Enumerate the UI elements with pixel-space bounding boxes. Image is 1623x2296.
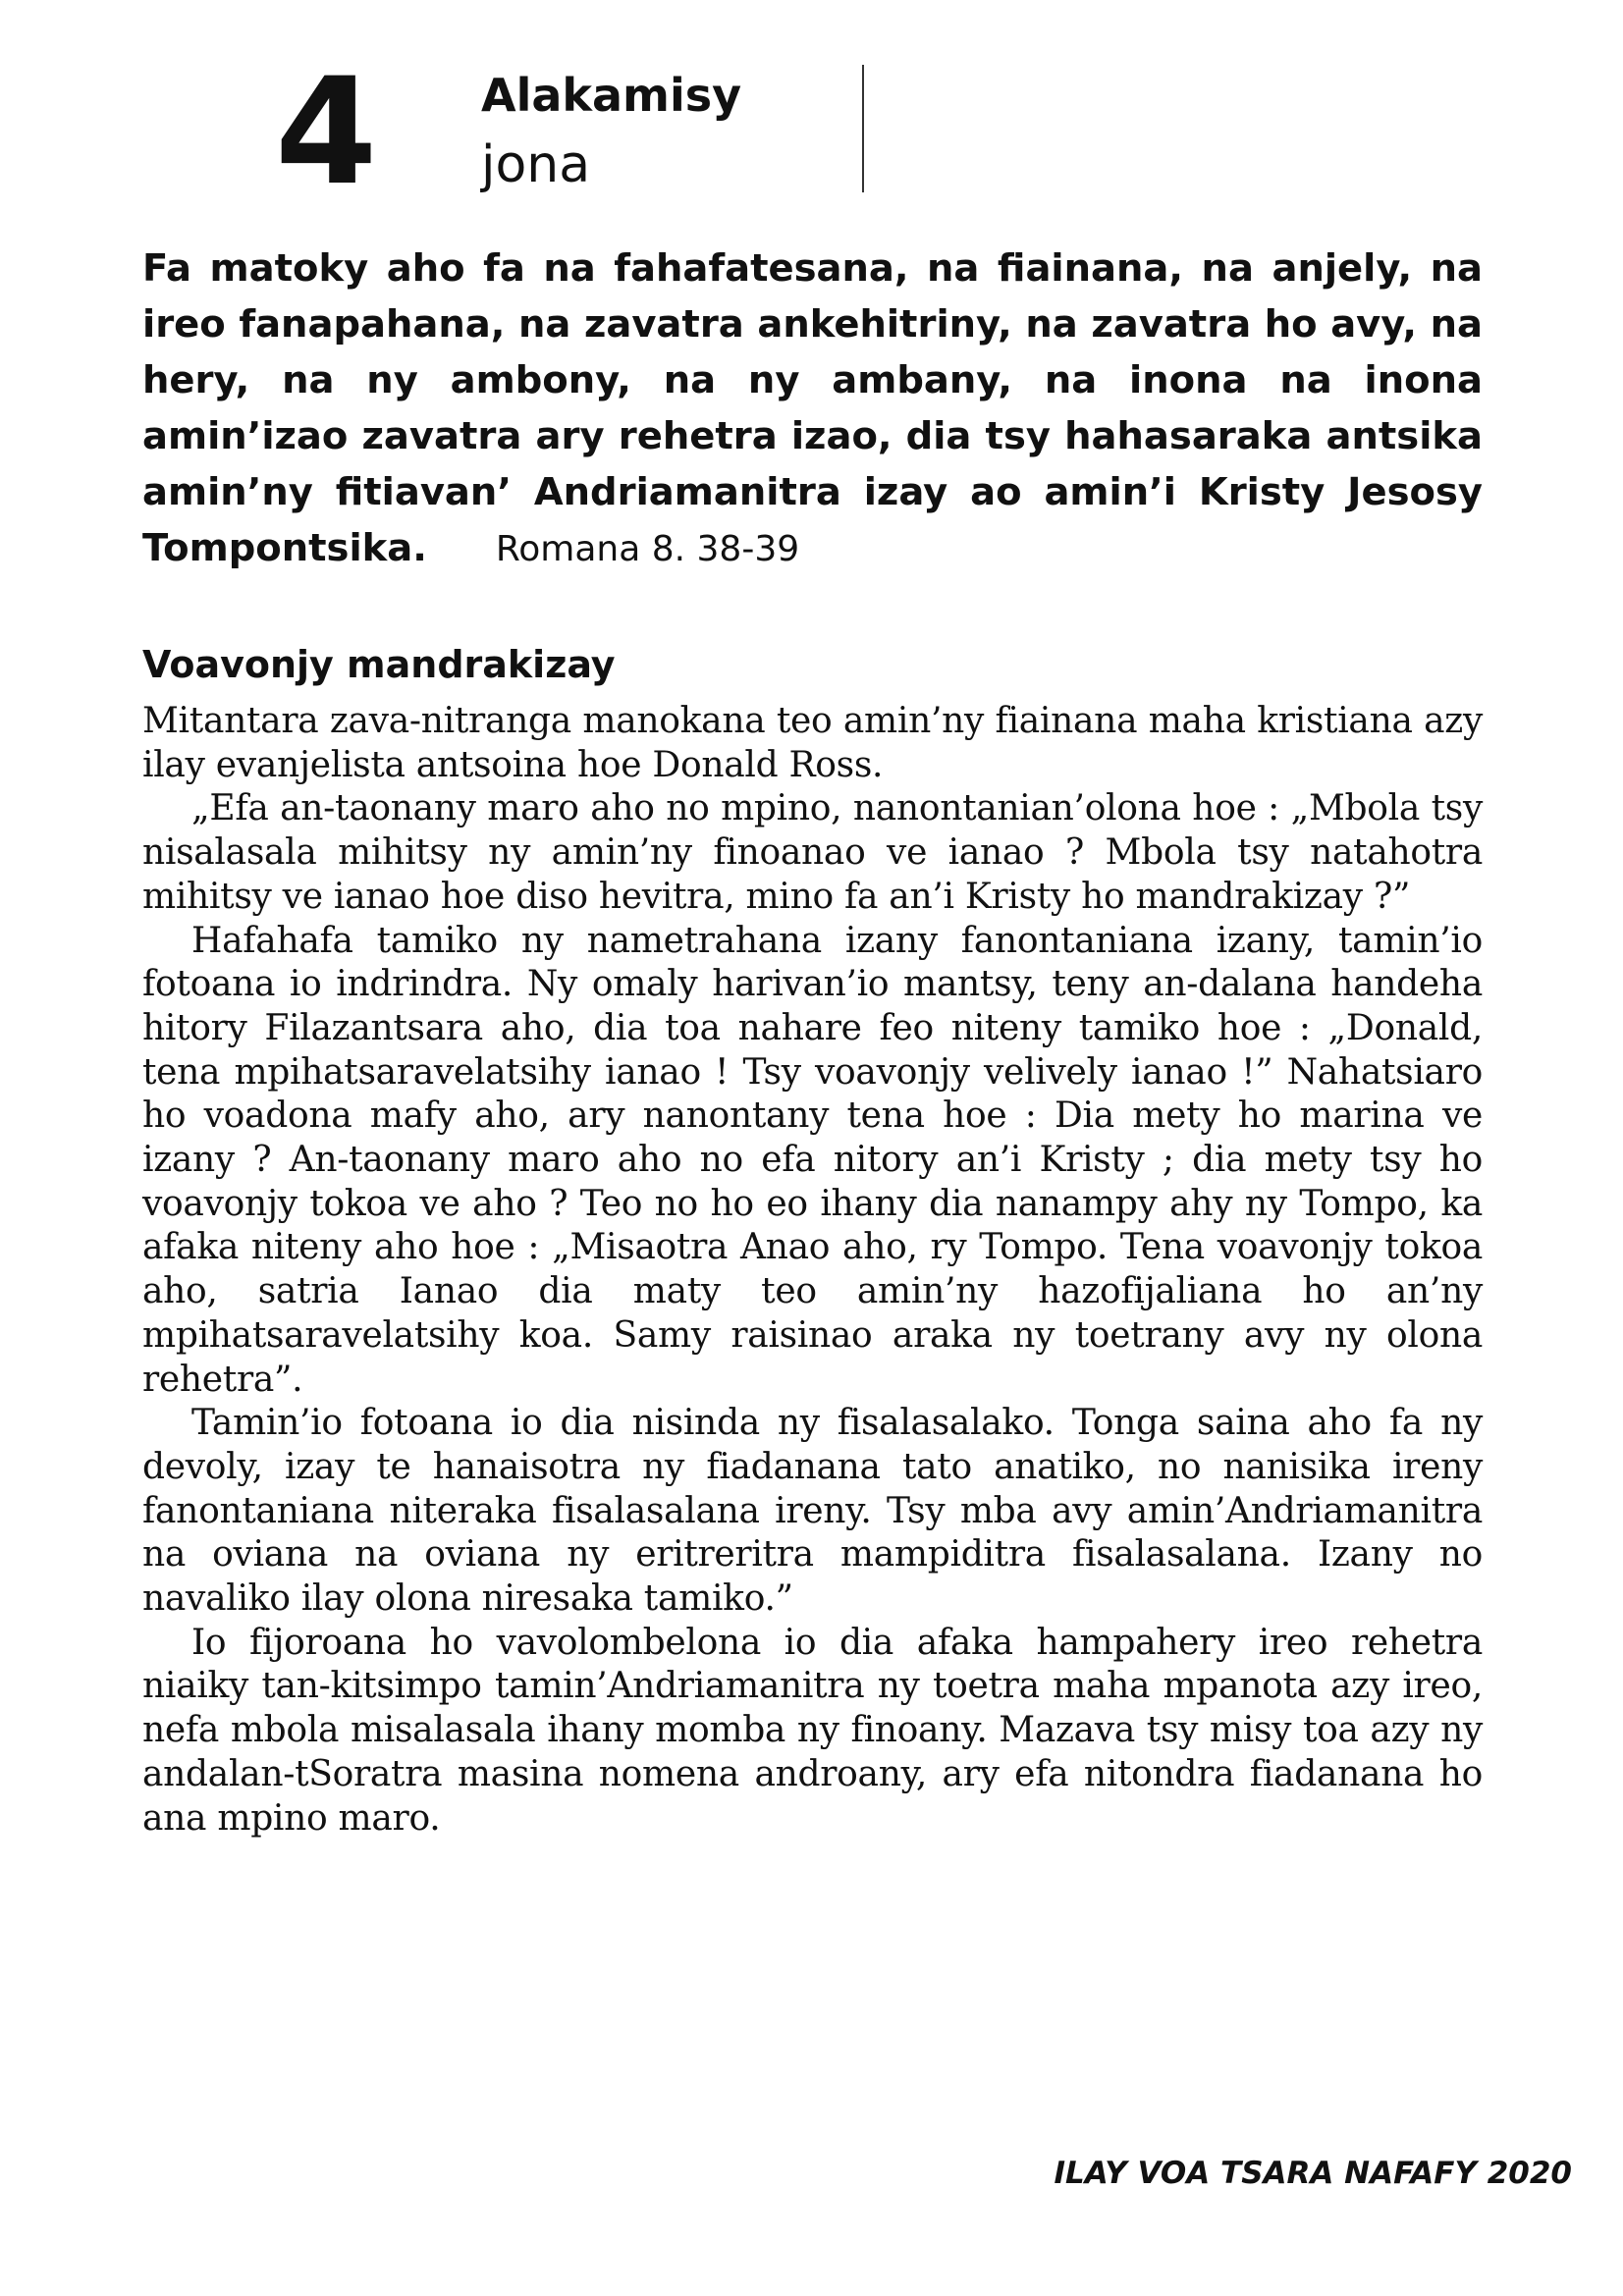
paragraph: Hafahafa tamiko ny nametrahana izany fanontaniana izany, tamin’io fotoana io indrindra. Ny omaly harivan’io mantsy, teny an-dalana handeha hitory Filazantsara aho, dia toa nahare feo niteny tamiko hoe : „Donald, tena mpihatsaravelatsihy ianao ! Tsy voavonjy velively ianao !” Nahatsiaro ho voadona mafy aho, ary nanontany tena hoe : Dia mety ho marina ve izany ? An-taonany maro aho no efa nitory an’i Kristy ; dia mety tsy ho voavonjy tokoa ve aho ? Teo no ho eo ihany dia nanampy ahy ny Tompo, ka afaka niteny aho hoe : „Misaotra Anao aho, ry Tompo. Tena voavonjy tokoa aho, satria Ianao dia maty teo amin’ny hazofijaliana ho an’ny mpihatsaravelatsihy koa. Samy raisinao araka ny toetrany avy ny olona rehetra”.	[142, 920, 1483, 1400]
section-title: Voavonjy mandrakizay	[142, 643, 616, 686]
verse-text: Fa matoky aho fa na fahafatesana, na fiainana, na anjely, na ireo fanapahana, na zavatra ankehitriny, na zavatra ho avy, na hery, na ny ambony, na ny ambany, na inona na inona amin’izao zavatra ary rehetra izao, dia tsy hahasaraka antsika amin’ny fitiavan’ Andriamanitra izay ao amin’i Kristy Jesosy Tompontsika.	[142, 246, 1483, 570]
daily-verse	[142, 240, 1483, 577]
paragraph: „Efa an-taonany maro aho no mpino, nanontanian’olona hoe : „Mbola tsy nisalasala mihitsy ny amin’ny finoanao ve ianao ? Mbola tsy natahotra mihitsy ve ianao hoe diso hevitra, mino fa an’i Kristy ho mandrakizay ?”	[142, 788, 1483, 917]
article-body	[142, 700, 1483, 1841]
month-label: jona	[481, 135, 591, 194]
paragraph: Mitantara zava-nitranga manokana teo amin’ny fiainana maha kristiana azy ilay evanjelista antsoina hoe Donald Ross.	[142, 701, 1483, 785]
weekday-label: Alakamisy	[481, 69, 742, 122]
header-divider	[862, 65, 864, 192]
paragraph: Io fijoroana ho vavolombelona io dia afaka hampahery ireo rehetra niaiky tan-kitsimpo tamin’Andriamanitra ny toetra maha mpanota azy ireo, nefa mbola misalasala ihany momba ny finoany. Mazava tsy misy toa azy ny andalan-tSoratra masina nomena androany, ary efa nitondra fiadanana ho ana mpino maro.	[142, 1622, 1483, 1839]
verse-reference: Romana 8. 38-39	[495, 529, 800, 569]
footer-publication-title: ILAY VOA TSARA NAFAFY 2020	[1054, 2156, 1572, 2191]
day-number: 4	[275, 47, 374, 218]
paragraph: Tamin’io fotoana io dia nisinda ny fisalasalako. Tonga saina aho fa ny devoly, izay te hanaisotra ny fiadanana tato anatiko, no nanisika ireny fanontaniana niteraka fisalasalana ireny. Tsy mba avy amin’Andriamanitra na oviana na oviana ny eritreritra mampiditra fisalasalana. Izany no navaliko ilay olona niresaka tamiko.”	[142, 1403, 1483, 1620]
